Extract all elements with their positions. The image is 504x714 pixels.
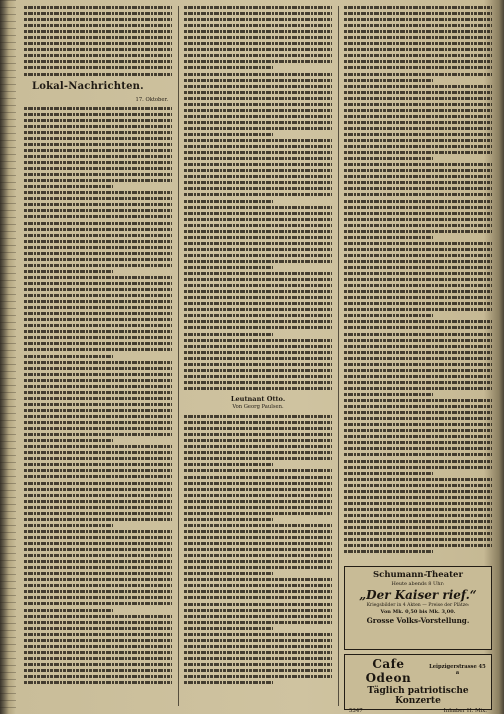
ad-time: Heute abends 8 Uhr: (391, 581, 445, 587)
text-line (344, 548, 433, 554)
ad-address: Leipzigerstrasse 45 a (429, 664, 486, 676)
ad-prices: Von Mk. 0,50 bis Mk. 3,00. (380, 609, 456, 616)
text-line (24, 71, 172, 77)
theater-advertisement (344, 566, 492, 650)
dateline: 17. Oktober. (135, 96, 168, 103)
text-block (184, 4, 332, 391)
previous-page-edge (0, 0, 16, 714)
text-line (184, 385, 332, 391)
ad-title: Cafe Odeon (365, 657, 412, 685)
ad-tagline: Grosse Volks-Vorstellung. (366, 616, 470, 626)
ad-subtitle: Täglich patriotische Konzerte (367, 686, 469, 706)
ad-details: Kriegsbilder in 4 Akten — Preise der Plätze: (366, 603, 470, 608)
column-divider (178, 6, 179, 706)
column-divider (338, 6, 339, 706)
story-byline: Von Georg Paulsen. (232, 404, 284, 410)
story-title: Leutnant Otto. (230, 395, 286, 403)
column-middle (184, 4, 332, 706)
ad-title: Schumann-Theater (373, 570, 463, 580)
text-block (24, 105, 172, 686)
ad-play-title: „Der Kaiser rief.“ (359, 588, 477, 602)
ad-owner: Inhaber H. Mix. (443, 708, 487, 714)
text-block (184, 413, 332, 685)
newspaper-page (24, 4, 494, 714)
text-block (344, 4, 492, 554)
cafe-advertisement (344, 654, 492, 714)
column-right (344, 4, 492, 560)
text-line (184, 679, 273, 685)
section-headline: Lokal-Nachrichten. (32, 80, 144, 92)
ad-phone: 5347 (349, 708, 363, 714)
text-line (24, 679, 172, 685)
text-block (24, 4, 172, 77)
column-left (24, 4, 172, 706)
